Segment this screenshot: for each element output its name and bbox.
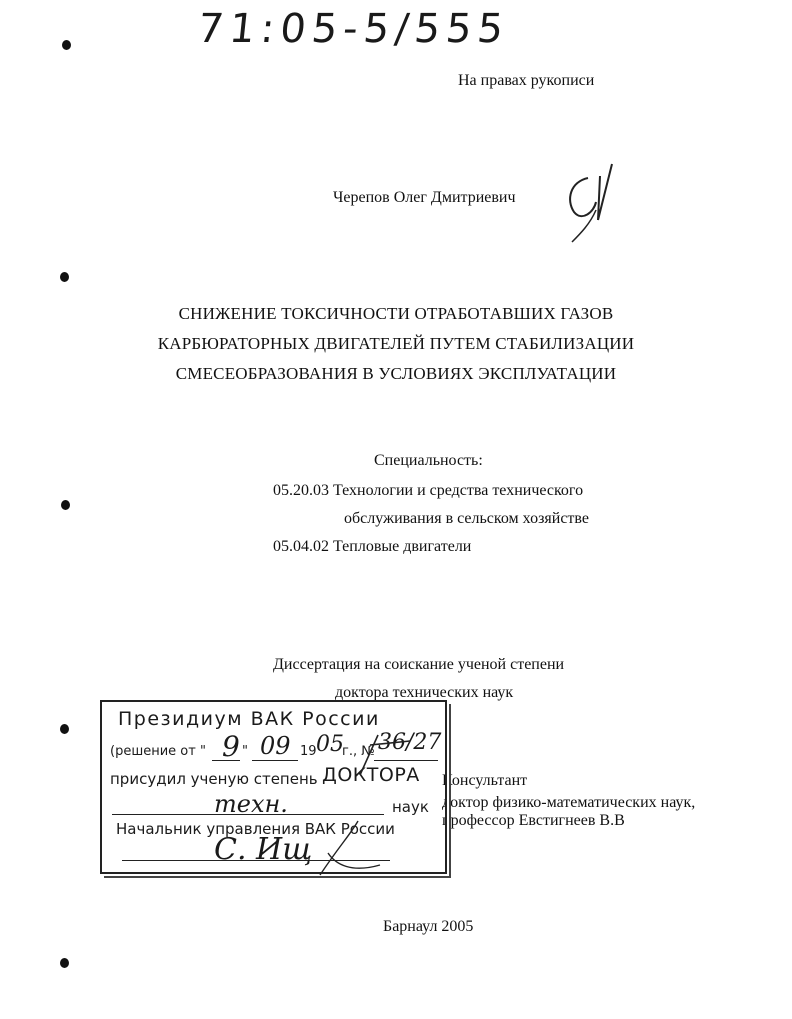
registry-number: 71:05-5/555 [195, 6, 512, 52]
stamp-awarded: присудил ученую степень [110, 770, 318, 788]
stamp-year-suffix: 05 [316, 732, 344, 757]
degree-line-2: доктора технических наук [335, 684, 514, 701]
stamp-year-prefix: 19 [300, 744, 317, 759]
specialty-item: 05.04.02 Тепловые двигатели [273, 538, 472, 555]
stamp-title: Президиум ВАК России [118, 708, 380, 730]
author-name: Черепов Олег Дмитриевич [333, 189, 516, 206]
title-line-1: СНИЖЕНИЕ ТОКСИЧНОСТИ ОТРАБОТАВШИХ ГАЗОВ [178, 304, 614, 323]
stamp-chief: Начальник управления ВАК России [116, 820, 395, 838]
consultant-name: профессор Евстигнеев В.В [442, 812, 625, 829]
author-signature [560, 160, 630, 250]
stamp-year-tail: г., № [342, 744, 375, 759]
stamp-field-suffix: наук [392, 798, 429, 816]
specialty-heading: Специальность: [374, 452, 483, 469]
binder-hole [61, 500, 70, 510]
rights-note: На правах рукописи [458, 72, 595, 89]
degree-line-1: Диссертация на соискание ученой степени [273, 656, 565, 673]
consultant-degree: доктор физико-математических наук, [442, 794, 696, 811]
stamp-day: 9 [222, 730, 240, 763]
stamp-degree-word: ДОКТОРА [322, 764, 420, 786]
stamp-signature: С. Ищ [214, 832, 313, 867]
title-line-2: КАРБЮРАТОРНЫХ ДВИГАТЕЛЕЙ ПУТЕМ СТАБИЛИЗАЦИИ [157, 334, 635, 353]
vak-stamp: Президиум ВАК России (решение от " 9 " 09 19 05 г., № 36/27 присудил ученую степень ДОКТОРА техн. наук Начальник управления ВАК России С. Ищ [100, 700, 447, 874]
title-line-3: СМЕСЕОБРАЗОВАНИЯ В УСЛОВИЯХ ЭКСПЛУАТАЦИИ [175, 364, 617, 383]
stamp-field: техн. [214, 790, 288, 818]
stamp-number: 36/27 [378, 730, 442, 755]
official-signature-strokes [300, 725, 490, 885]
specialty-item: 05.20.03 Технологии и средства технического [273, 482, 584, 499]
consultant-label: Консультант [442, 772, 528, 789]
binder-hole [60, 958, 69, 968]
specialty-item-cont: обслуживания в сельском хозяйстве [344, 510, 589, 527]
city-year: Барнаул 2005 [383, 918, 474, 935]
binder-hole [62, 40, 71, 50]
binder-hole [60, 724, 69, 734]
binder-hole [60, 272, 69, 282]
stamp-decision-prefix: (решение от " [110, 744, 206, 759]
stamp-month: 09 [260, 732, 291, 760]
